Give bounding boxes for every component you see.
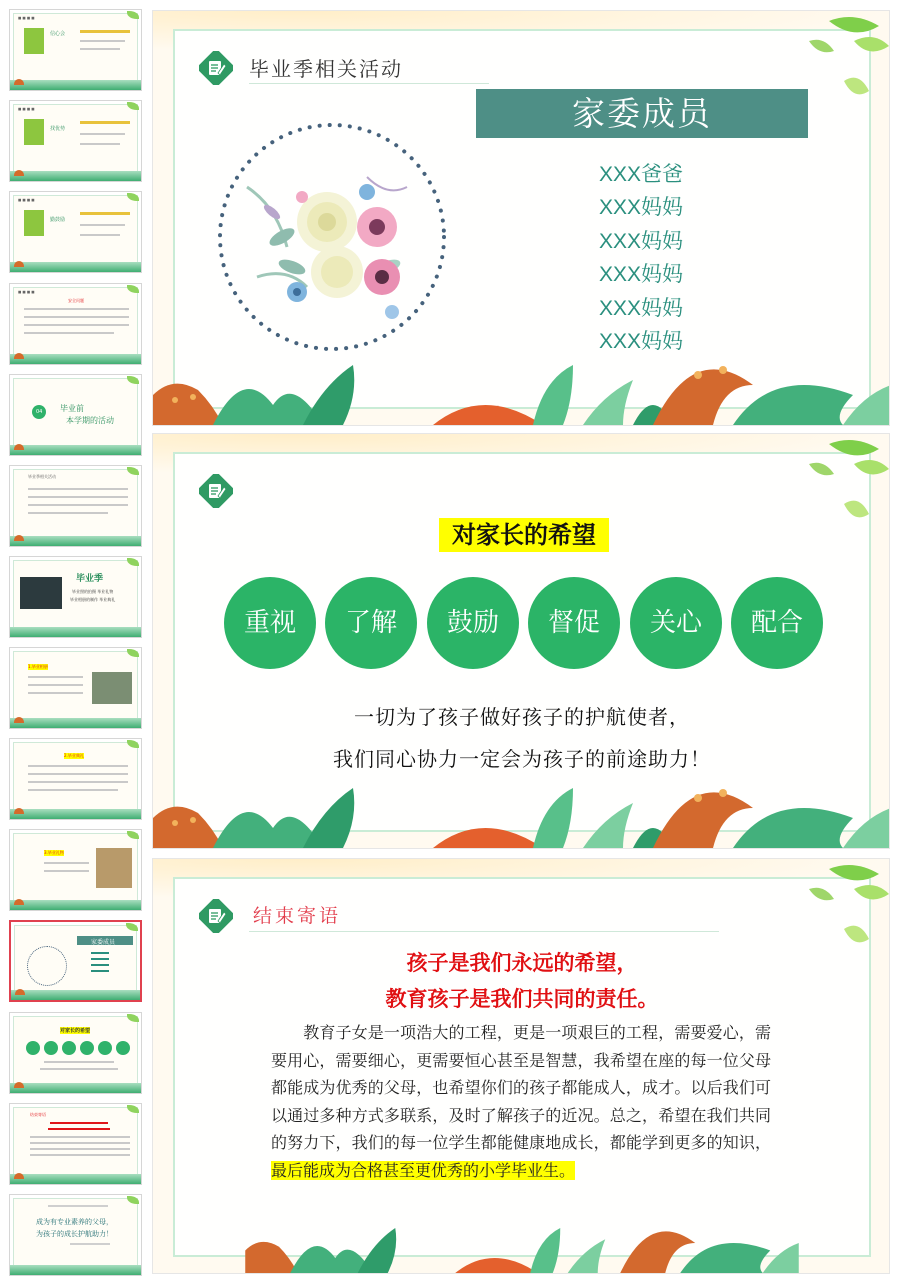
closing-headline: 教育孩子是我们共同的责任。 [385,987,659,1011]
leaf-decoration [799,859,889,979]
thumb-line: 为孩子的成长护航助力！ [36,1230,113,1238]
thumb-label: 2.毕业典礼 [64,753,84,758]
thumb-label: 1.毕业相册 [28,664,48,669]
grass-ground-decoration [153,768,890,848]
floral-wreath-illustration [217,117,447,357]
thumb-label: 毕业季 [76,574,104,584]
slide-thumbnail-7[interactable] [9,556,142,638]
member-name: XXX妈妈 [599,330,684,353]
thumb-label: 安全问题 [68,298,84,303]
thumb-line: 成为有专业素养的父母， [36,1218,113,1226]
slide-thumbnail-4[interactable]: ■ ■ ■ ■ 安全问题 [9,283,142,365]
thumb-label: 毕业前 [60,404,84,413]
value-pill: 关心 [630,577,722,669]
closing-paragraph-highlight: 最后能成为合格甚至更优秀的小学毕业生。 [271,1160,576,1180]
slide-thumbnail-panel [0,0,148,1286]
slide-thumbnail-11-selected[interactable] [9,920,142,1002]
thumb-label: 毕业季相关活动 [28,474,56,479]
thumb-label: 结束寄语 [30,1112,46,1117]
member-name: XXX妈妈 [599,297,684,320]
edit-note-icon [199,899,233,933]
slide-thumbnail-14[interactable] [9,1194,142,1276]
member-name: XXX妈妈 [599,230,684,253]
slide-thumbnail-12[interactable] [9,1012,142,1094]
closing-paragraph [271,1019,771,1184]
grass-ground-decoration [153,1213,890,1273]
hope-sentence: 一切为了孩子做好孩子的护航使者， [354,705,690,729]
value-pill: 督促 [528,577,620,669]
slide-thumbnail-1[interactable]: ■ ■ ■ ■ 信心会 [9,9,142,91]
member-name: XXX妈妈 [599,196,684,219]
thumb-label: 找优势 [50,126,66,132]
member-name: XXX爸爸 [599,163,684,186]
thumb-label: 家委成员 [91,939,116,946]
thumb-sublabel: 毕业相册的制作 毕业典礼 [70,597,116,602]
thumb-label: 勤鼓励 [50,217,66,223]
thumb-sublabel: 毕业照的拍摄 毕业礼物 [72,589,114,594]
hopes-title: 对家长的希望 [439,518,609,552]
slide-thumbnail-2[interactable]: ■ ■ ■ ■ 找优势 [9,100,142,182]
slide-hopes-for-parents [152,433,890,849]
value-pill: 了解 [325,577,417,669]
slide-thumbnail-5[interactable] [9,374,142,456]
slide-thumbnail-10[interactable] [9,829,142,911]
slide-closing-message [152,858,890,1274]
slide-thumbnail-3[interactable]: ■ ■ ■ ■ 勤鼓励 [9,191,142,273]
hope-sentence: 我们同心协力一定会为孩子的前途助力！ [333,747,711,771]
slide-thumbnail-13[interactable] [9,1103,142,1185]
slide-thumbnail-6[interactable] [9,465,142,547]
slide-thumbnail-9[interactable] [9,738,142,820]
closing-headline: 孩子是我们永远的希望， [406,951,638,975]
thumb-label: 信心会 [50,31,66,37]
thumb-label: 对家长的希望 [60,1028,91,1034]
thumb-label: 3.毕业礼物 [44,850,64,855]
slide-committee-members [152,10,890,426]
grass-ground-decoration [153,345,890,425]
member-name: XXX妈妈 [599,263,684,286]
slide-thumbnail-8[interactable] [9,647,142,729]
value-pill: 配合 [731,577,823,669]
closing-paragraph-text: 教育子女是一项浩大的工程，更是一项艰巨的工程，需要爱心，需要用心，需要细心，更需要恒心甚至是智慧，我希望在座的每一位父母都能成为优秀的父母，也希望你们的孩子都能成人，成才。以后我们可以通过多种方式多联系，及时了解孩子的近况。总之，希望在我们共同的努力下，我们的每一位学生都能健康地成长，都能学到更多的知识， [271,1023,771,1152]
value-pill: 重视 [224,577,316,669]
edit-note-icon [199,474,233,508]
committee-banner: 家委成员 [476,89,808,138]
value-pill: 鼓励 [427,577,519,669]
slide-title: 结束寄语 [253,905,342,927]
edit-note-icon [199,51,233,85]
thumb-section-number: 04 [36,409,43,415]
thumb-sublabel: 本学期的活动 [66,416,114,425]
leaf-decoration [799,434,889,554]
slide-title: 毕业季相关活动 [249,57,403,81]
leaf-decoration [799,11,889,131]
